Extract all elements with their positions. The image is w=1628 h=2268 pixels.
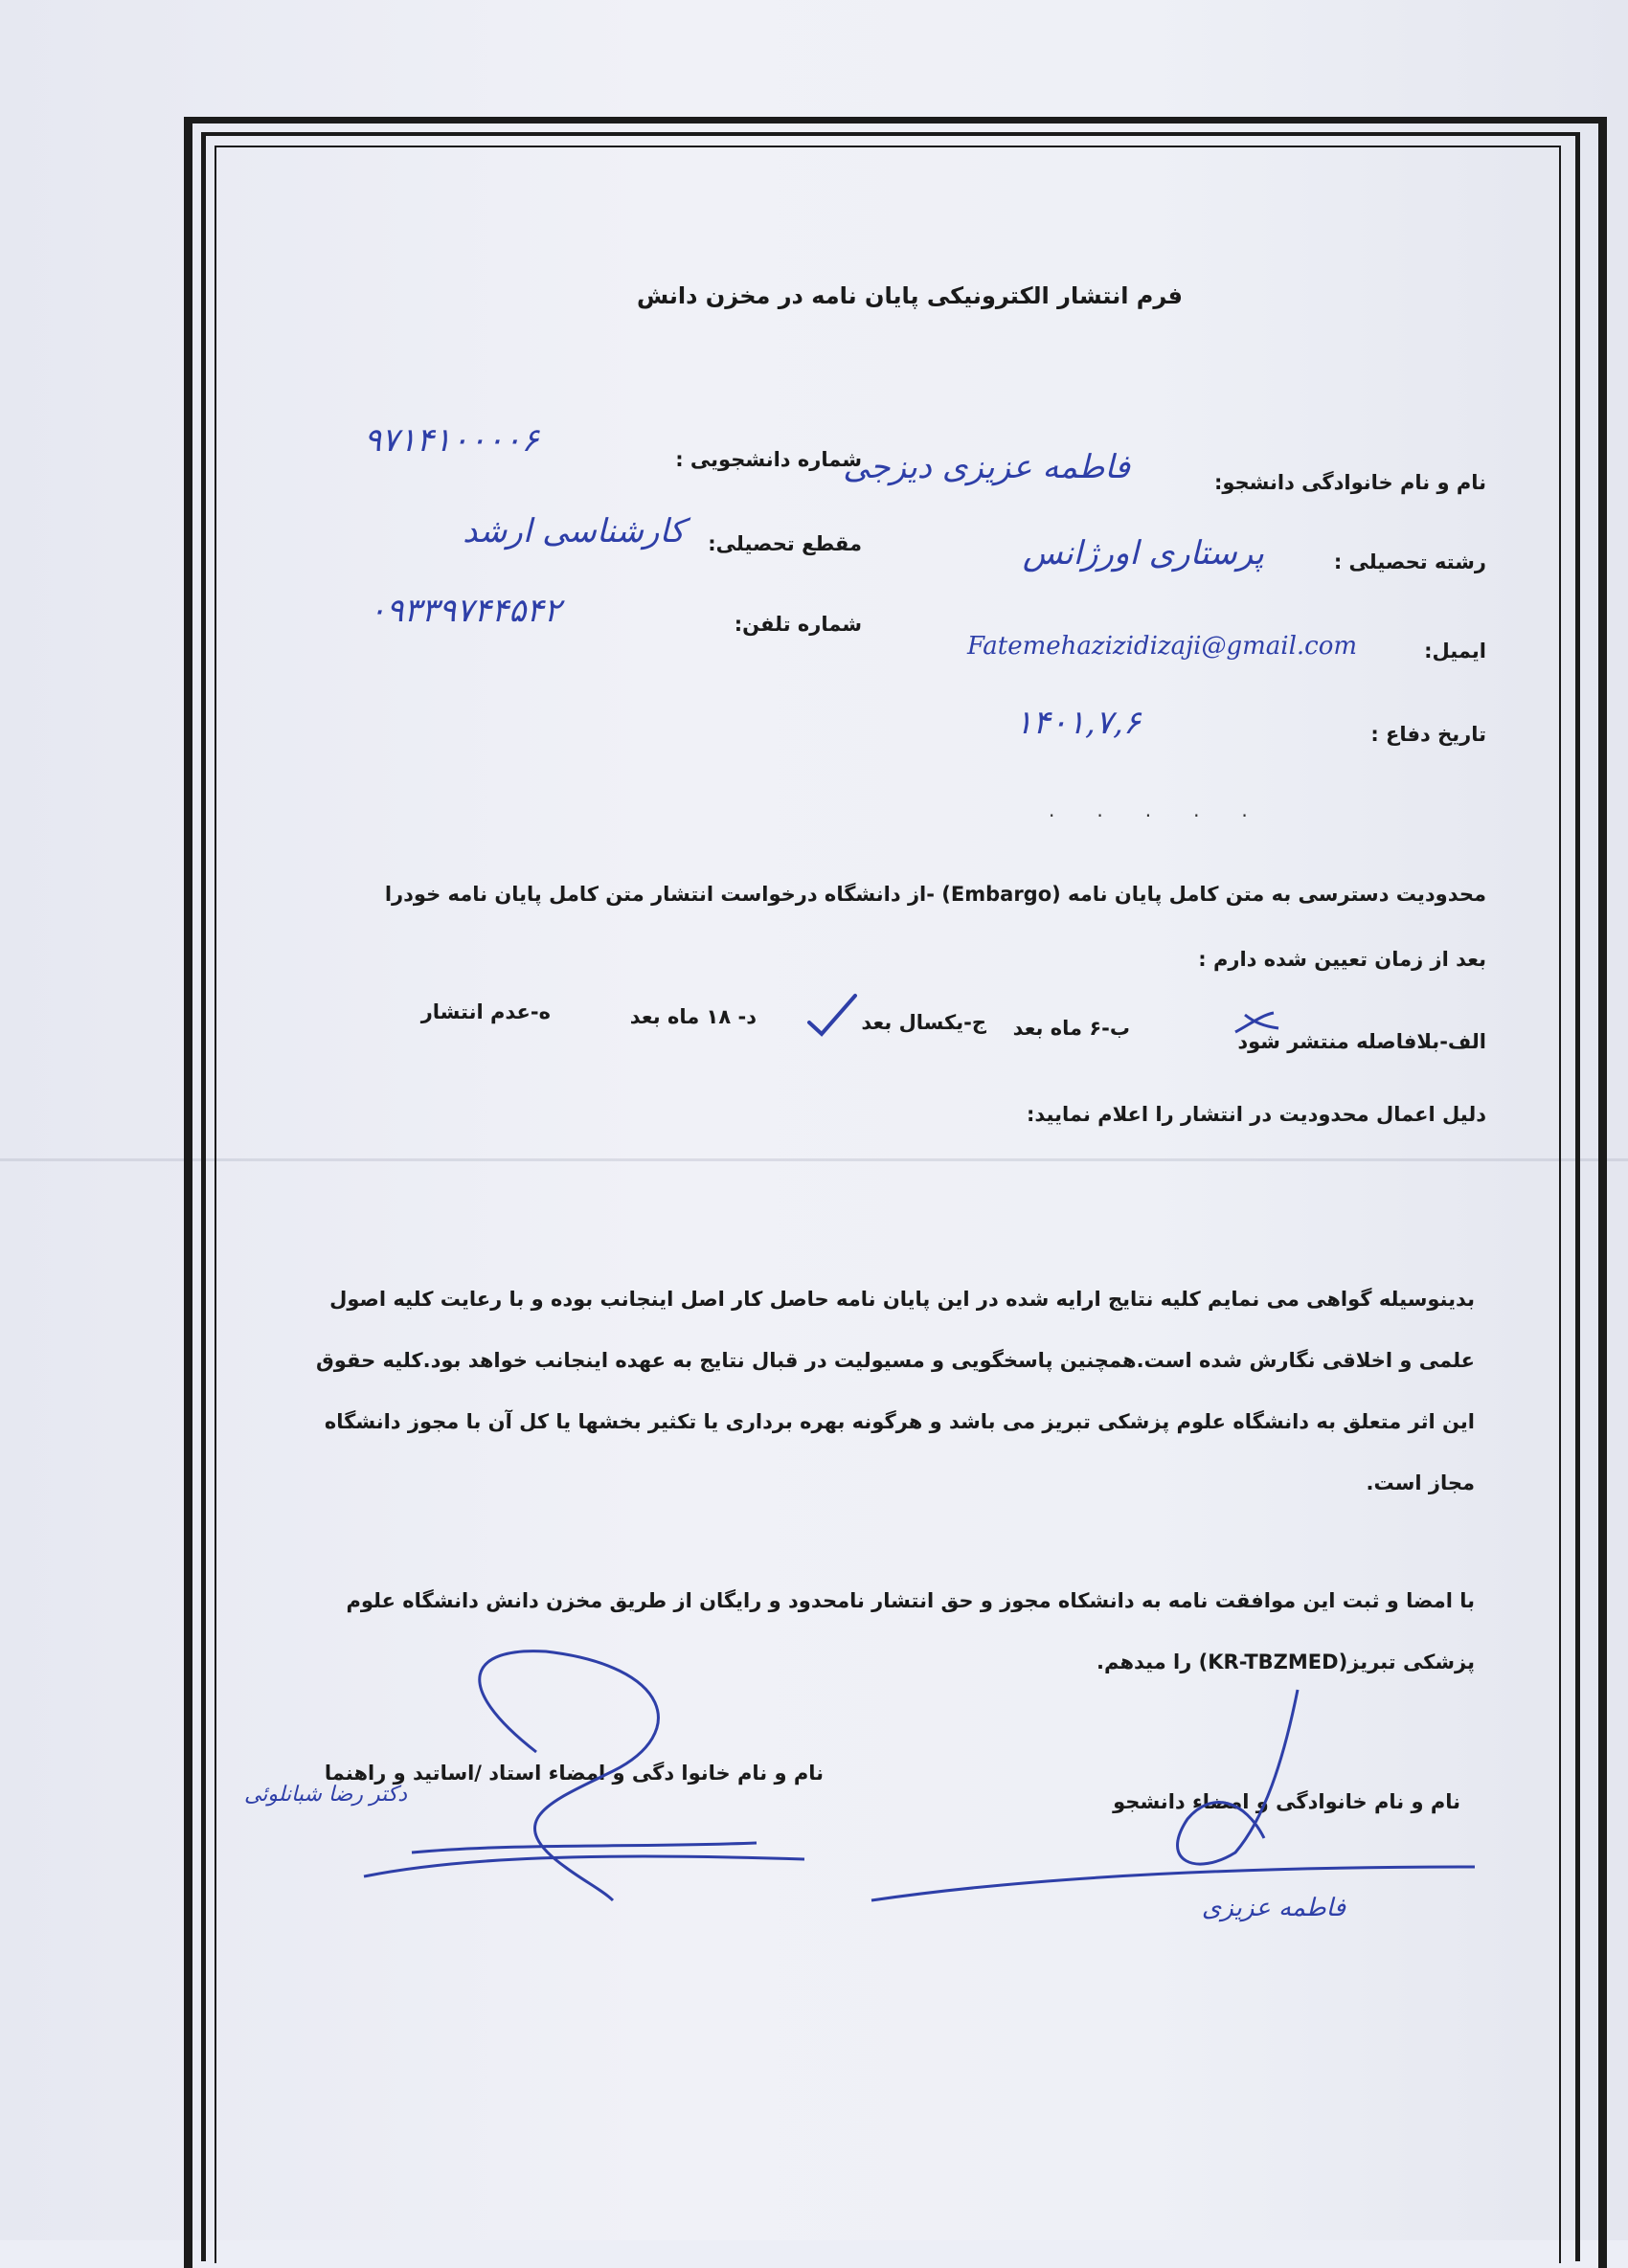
embargo-option-6-months[interactable]: ب-۶ ماه بعد [1012, 1017, 1130, 1040]
email-value: Fatemehazizidizaji@gmail.com [967, 632, 1358, 661]
major-value: پرستاری اورژانس [1022, 534, 1264, 573]
student-id-label: شماره دانشجویی : [675, 448, 862, 471]
advisor-signature-label: نام و نام خانوا دگی و امضاء استاد /اساتید و راهنما [324, 1762, 824, 1785]
student-name-label: نام و نام خانوادگی دانشجو: [1213, 471, 1486, 494]
degree-label: مقطع تحصیلی: [708, 532, 862, 555]
form-title: فرم انتشار الکترونیکی پایان نامه در مخزن دانش [636, 282, 1184, 309]
student-handwritten-name: فاطمه عزیزی [1201, 1894, 1345, 1922]
student-name-value: فاطمه عزیزی دیزجی [843, 448, 1130, 486]
consent-paragraph [259, 1570, 1475, 1693]
embargo-option-1-year[interactable]: ج-یکسال بعد [861, 1011, 986, 1034]
consent-line: پزشکی تبریز(KR-TBZMED) را میدهم. [1097, 1650, 1475, 1673]
embargo-line-1: محدودیت دسترسی به متن کامل پایان نامه (Embargo) -از دانشگاه درخواست انتشار متن کامل پایان نامه خودرا [384, 883, 1486, 906]
embargo-line-2: بعد از زمان تعیین شده دارم : [1198, 948, 1486, 971]
embargo-option-immediate[interactable]: الف-بلافاصله منتشر شود [1237, 1030, 1486, 1053]
declaration-line: مجاز است. [1366, 1471, 1475, 1494]
student-id-value: ۹۷۱۴۱۰۰۰۰۶ [364, 421, 539, 460]
phone-label: شماره تلفن: [734, 613, 862, 636]
advisor-handwritten-name: دکتر رضا شبانلوئی [243, 1783, 407, 1807]
declaration-line: این اثر متعلق به دانشگاه علوم پزشکی تبریز می باشد و هرگونه بهره برداری یا تکثیر بخشها یا کل آن با مجوز دانشگاه [324, 1410, 1475, 1433]
defense-date-label: تاریخ دفاع : [1370, 723, 1486, 746]
embargo-option-no-publish[interactable]: ه-عدم انتشار [420, 1000, 551, 1023]
phone-value: ۰۹۳۳۹۷۴۴۵۴۲ [369, 592, 561, 630]
embargo-reason-label: دلیل اعمال محدودیت در انتشار را اعلام نمایید: [1027, 1103, 1486, 1126]
declaration-line: علمی و اخلاقی نگارش شده است.همچنین پاسخگویی و مسیولیت در قبال نتایج به عهده اینجانب خواهد بود.کلیه حقوق [316, 1349, 1475, 1372]
declaration-line: بدینوسیله گواهی می نمایم کلیه نتایج ارایه شده در این پایان نامه حاصل کار اصل اینجانب بوده و با رعایت کلیه اصول [329, 1288, 1475, 1311]
defense-date-value: ۱۴۰۱,۷,۶ [1015, 704, 1142, 742]
declaration-paragraph [259, 1269, 1475, 1514]
embargo-option-18-months[interactable]: د- ۱۸ ماه بعد [629, 1005, 757, 1028]
degree-value: کارشناسی ارشد [463, 512, 685, 550]
consent-line: با امضا و ثبت این موافقت نامه به دانشکاه مجوز و حق انتشار نامحدود و رایگان از طریق مخزن دانش دانشگاه علوم [346, 1589, 1475, 1612]
dot-leader: ····· [1049, 804, 1290, 827]
student-signature-label: نام و نام خانوادگی و امضاء دانشجو [1113, 1790, 1460, 1813]
major-label: رشته تحصیلی : [1333, 550, 1486, 573]
email-label: ایمیل: [1424, 640, 1486, 662]
